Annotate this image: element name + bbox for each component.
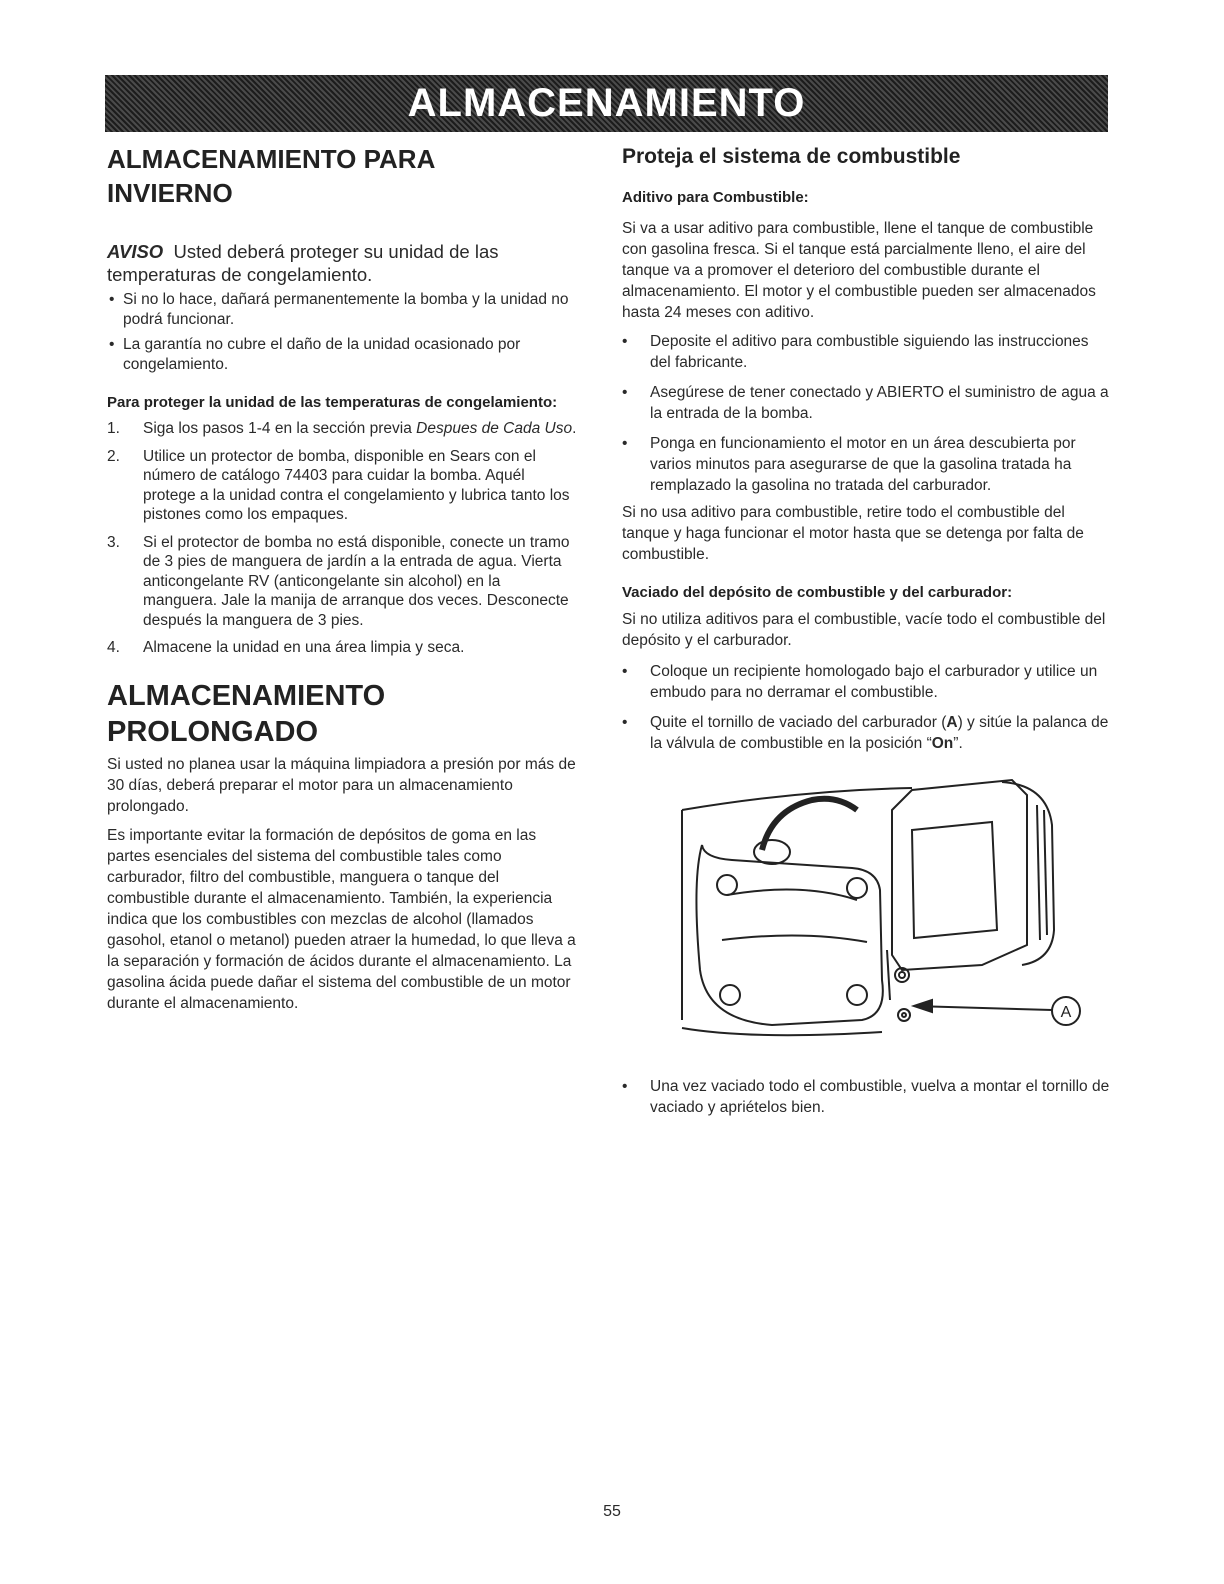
callout-label: A	[1060, 1004, 1072, 1021]
step-text: Si el protector de bomba no está disponible, conecte un tramo de 3 pies de manguera de jardín a la entrada de agua. Vierta anticongelante RV (anticongelante sin alcohol) en la manguera. Jale la manija de arranque dos veces. Desconecte después la manguera de 3 pies.	[143, 533, 570, 629]
drain-heading: Vaciado del depósito de combustible y del carburador:	[622, 584, 1013, 601]
step-tail: .	[572, 420, 577, 437]
long-storage-heading: ALMACENAMIENTO PROLONGADO	[107, 679, 386, 748]
left-column	[107, 142, 577, 1014]
list-item	[622, 712, 1112, 754]
list-item: • Ponga en funcionamiento el motor en un área descubierta por varios minutos para asegurarse de que la gasolina tratada ha remplazado la gasolina no tratada del carburador.	[622, 433, 1112, 496]
drain-bullet-list	[622, 661, 1112, 754]
step-number: 3.	[107, 533, 120, 551]
list-item: • Coloque un recipiente homologado bajo el carburador y utilice un embudo para no derramar el combustible.	[622, 661, 1112, 703]
list-item	[107, 447, 577, 525]
aviso-notice	[107, 240, 577, 286]
no-additive-paragraph: Si no usa aditivo para combustible, retire todo el combustible del tanque y haga funcionar el motor hasta que se detenga por falta de combustible.	[622, 504, 1084, 563]
long-storage-paragraph-2: Es importante evitar la formación de depósitos de goma en las partes esenciales del sistema del combustible tales como carburador, filtro del combustible, manguera o tanque del combustible durante el almacenamiento. También, la experiencia indica que los combustibles con mezclas de alcohol (llamados gasohol, etanol o metanol) pueden atraer la humedad, lo que lleva a la separación y formación de ácidos durante el almacenamiento. La gasolina ácida puede dañar el sistema del combustible de un motor durante el almacenamiento.	[107, 826, 576, 1012]
list-item: • Asegúrese de tener conectado y ABIERTO el suministro de agua a la entrada de la bomba.	[622, 382, 1112, 424]
protect-heading: Para proteger la unidad de las temperaturas de congelamiento:	[107, 394, 558, 411]
long-storage-paragraph-1: Si usted no planea usar la máquina limpiadora a presión por más de 30 días, deberá preparar el motor para un almacenamiento prolongado.	[107, 755, 576, 815]
step-text: Utilice un protector de bomba, disponible en Sears con el número de catálogo 74403 para cuidar la bomba. Aquél protege a la unidad contra el congelamiento y lubrica tanto los pistones como los empaques.	[143, 447, 570, 523]
list-item: • Deposite el aditivo para combustible siguiendo las instrucciones del fabricante.	[622, 331, 1112, 373]
drain-paragraph: Si no utiliza aditivos para el combustible, vacíe todo el combustible del depósito y el carburador.	[622, 611, 1106, 649]
winter-storage-heading: ALMACENAMIENTO PARA INVIERNO	[107, 144, 435, 208]
bullet-text: Quite el tornillo de vaciado del carburador (	[650, 714, 947, 731]
step-number: 2.	[107, 447, 120, 465]
additive-heading: Aditivo para Combustible:	[622, 189, 809, 206]
fuel-system-heading: Proteja el sistema de combustible	[622, 145, 961, 168]
list-item	[107, 638, 577, 658]
step-text: Siga los pasos 1-4 en la sección previa	[143, 420, 417, 437]
page-number: 55	[603, 1503, 621, 1520]
step-text: Almacene la unidad en una área limpia y seca.	[143, 639, 465, 656]
bullet-emphasis: A	[946, 714, 958, 731]
aviso-label: AVISO	[107, 241, 164, 262]
list-item	[107, 419, 577, 439]
section-banner	[105, 75, 1108, 132]
banner-title: ALMACENAMIENTO	[407, 81, 806, 125]
protect-steps	[107, 419, 577, 658]
bullet-text: ”.	[953, 735, 963, 752]
bullet-text: ) y sitúe la palanca de la válvula de combustible en la posición “	[650, 714, 1109, 752]
additive-bullet-list	[622, 331, 1112, 496]
list-item: • La garantía no cubre el daño de la unidad ocasionado por congelamiento.	[107, 335, 577, 375]
carburetor-illustration	[652, 770, 1092, 1060]
step-emphasis: Despues de Cada Uso	[416, 420, 573, 437]
aviso-text: Usted deberá proteger su unidad de las temperaturas de congelamiento.	[107, 241, 499, 285]
right-column	[622, 142, 1112, 1118]
list-item: • Si no lo hace, dañará permanentemente la bomba y la unidad no podrá funcionar.	[107, 290, 577, 330]
aviso-bullet-list	[107, 290, 577, 375]
list-item: • Una vez vaciado todo el combustible, vuelva a montar el tornillo de vaciado y apriételos bien.	[622, 1076, 1112, 1118]
final-bullet-list	[622, 1076, 1112, 1118]
step-number: 1.	[107, 420, 120, 437]
step-number: 4.	[107, 639, 120, 656]
list-item	[107, 533, 577, 631]
carburetor-drawing	[652, 770, 1092, 1060]
bullet-emphasis: On	[931, 735, 954, 752]
additive-paragraph: Si va a usar aditivo para combustible, llene el tanque de combustible con gasolina fresca. Si el tanque está parcialmente lleno, el aire del tanque va a promover el deterioro del combustible durante el almacenamiento. El motor y el combustible pueden ser almacenados hasta 24 meses con aditivo.	[622, 220, 1096, 321]
